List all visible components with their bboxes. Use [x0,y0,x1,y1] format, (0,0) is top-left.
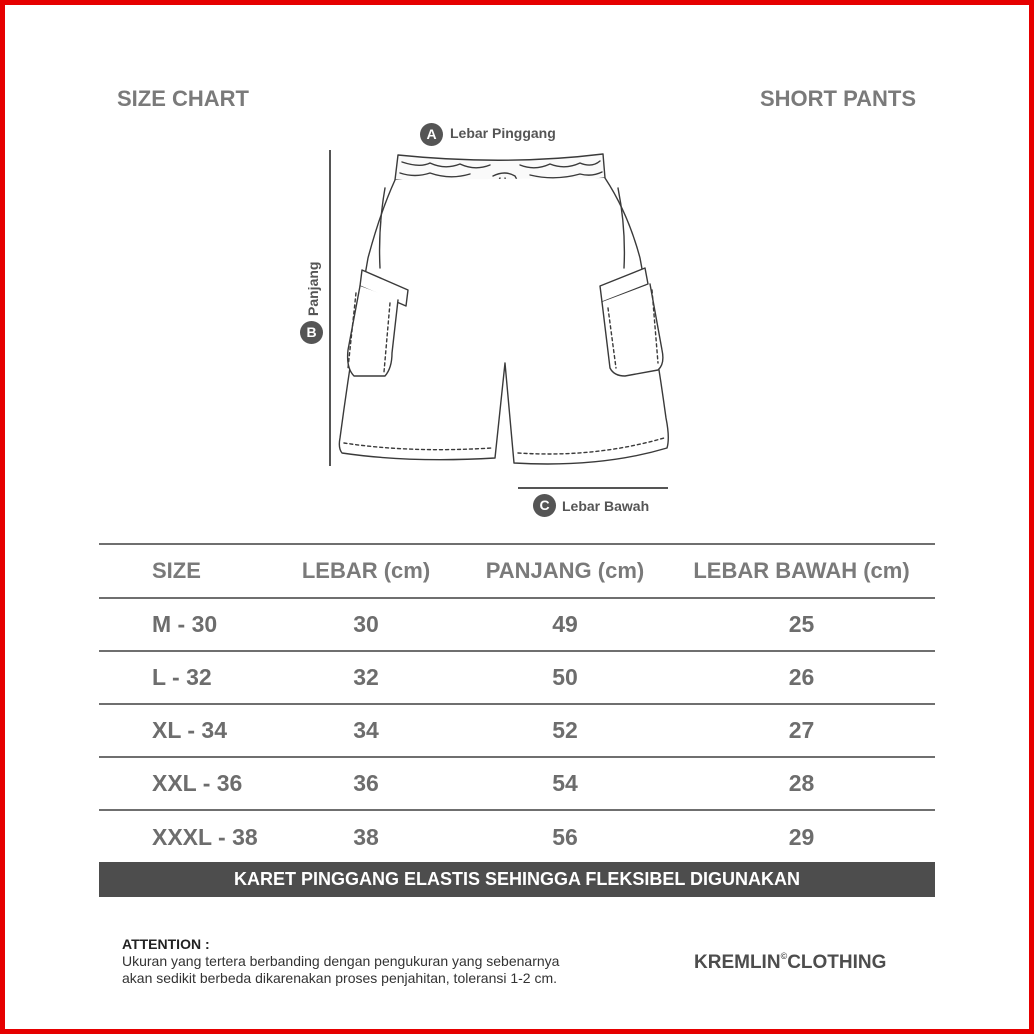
panjang-cell: 50 [552,664,578,690]
attention-line-2: akan sedikit berbeda dikarenakan proses penjahitan, toleransi 1-2 cm. [122,970,558,986]
size-chart-title: SIZE CHART [117,86,249,111]
short-cargo-pants-icon [280,118,700,528]
lebar-bawah-cell: 28 [788,770,815,796]
header-lebar: LEBAR (cm) [301,558,431,583]
length-label: Panjang [305,261,321,316]
table-row [99,758,935,811]
header-lebar-bawah: LEBAR BAWAH (cm) [693,558,910,583]
size-cell: XXL - 36 [152,770,243,796]
table-header-row [99,545,935,599]
lebar-cell: 30 [353,611,379,637]
hem-label: Lebar Bawah [562,498,650,514]
waist-badge: A [420,123,443,146]
brand-logo [694,951,886,974]
brand-name-left: KREMLIN [694,952,781,973]
panjang-cell: 52 [552,717,578,743]
size-cell: M - 30 [152,611,218,637]
attention-line-1: Ukuran yang tertera berbanding dengan pengukuran yang sebenarnya [122,953,560,969]
length-badge: B [300,321,323,344]
panjang-cell: 54 [552,770,578,796]
lebar-cell: 32 [353,664,379,690]
size-table [99,543,935,864]
size-cell: XL - 34 [152,717,227,743]
size-cell: XXXL - 38 [152,824,258,850]
table-row [99,811,935,864]
header-size: SIZE [152,558,201,583]
lebar-bawah-cell: 27 [788,717,815,743]
panjang-cell: 49 [552,611,578,637]
measurement-diagram [280,118,700,528]
waist-label: Lebar Pinggang [450,125,556,141]
lebar-cell: 38 [353,824,379,850]
panjang-cell: 56 [552,824,578,850]
table-row [99,652,935,705]
size-cell: L - 32 [152,664,212,690]
lebar-bawah-cell: 25 [788,611,815,637]
lebar-bawah-cell: 26 [788,664,815,690]
product-type-title: SHORT PANTS [759,86,916,111]
lebar-cell: 36 [353,770,379,796]
elastic-waist-banner: KARET PINGGANG ELASTIS SEHINGGA FLEKSIBEL DIGUNAKAN [99,862,935,897]
table-row [99,599,935,652]
hem-badge: C [533,494,556,517]
attention-title: ATTENTION : [122,936,210,952]
copyright-mark: © [780,951,788,961]
brand-name-right: CLOTHING [787,952,887,973]
lebar-cell: 34 [353,717,379,743]
table-row [99,705,935,758]
lebar-bawah-cell: 29 [788,824,815,850]
header-panjang: PANJANG (cm) [485,558,645,583]
